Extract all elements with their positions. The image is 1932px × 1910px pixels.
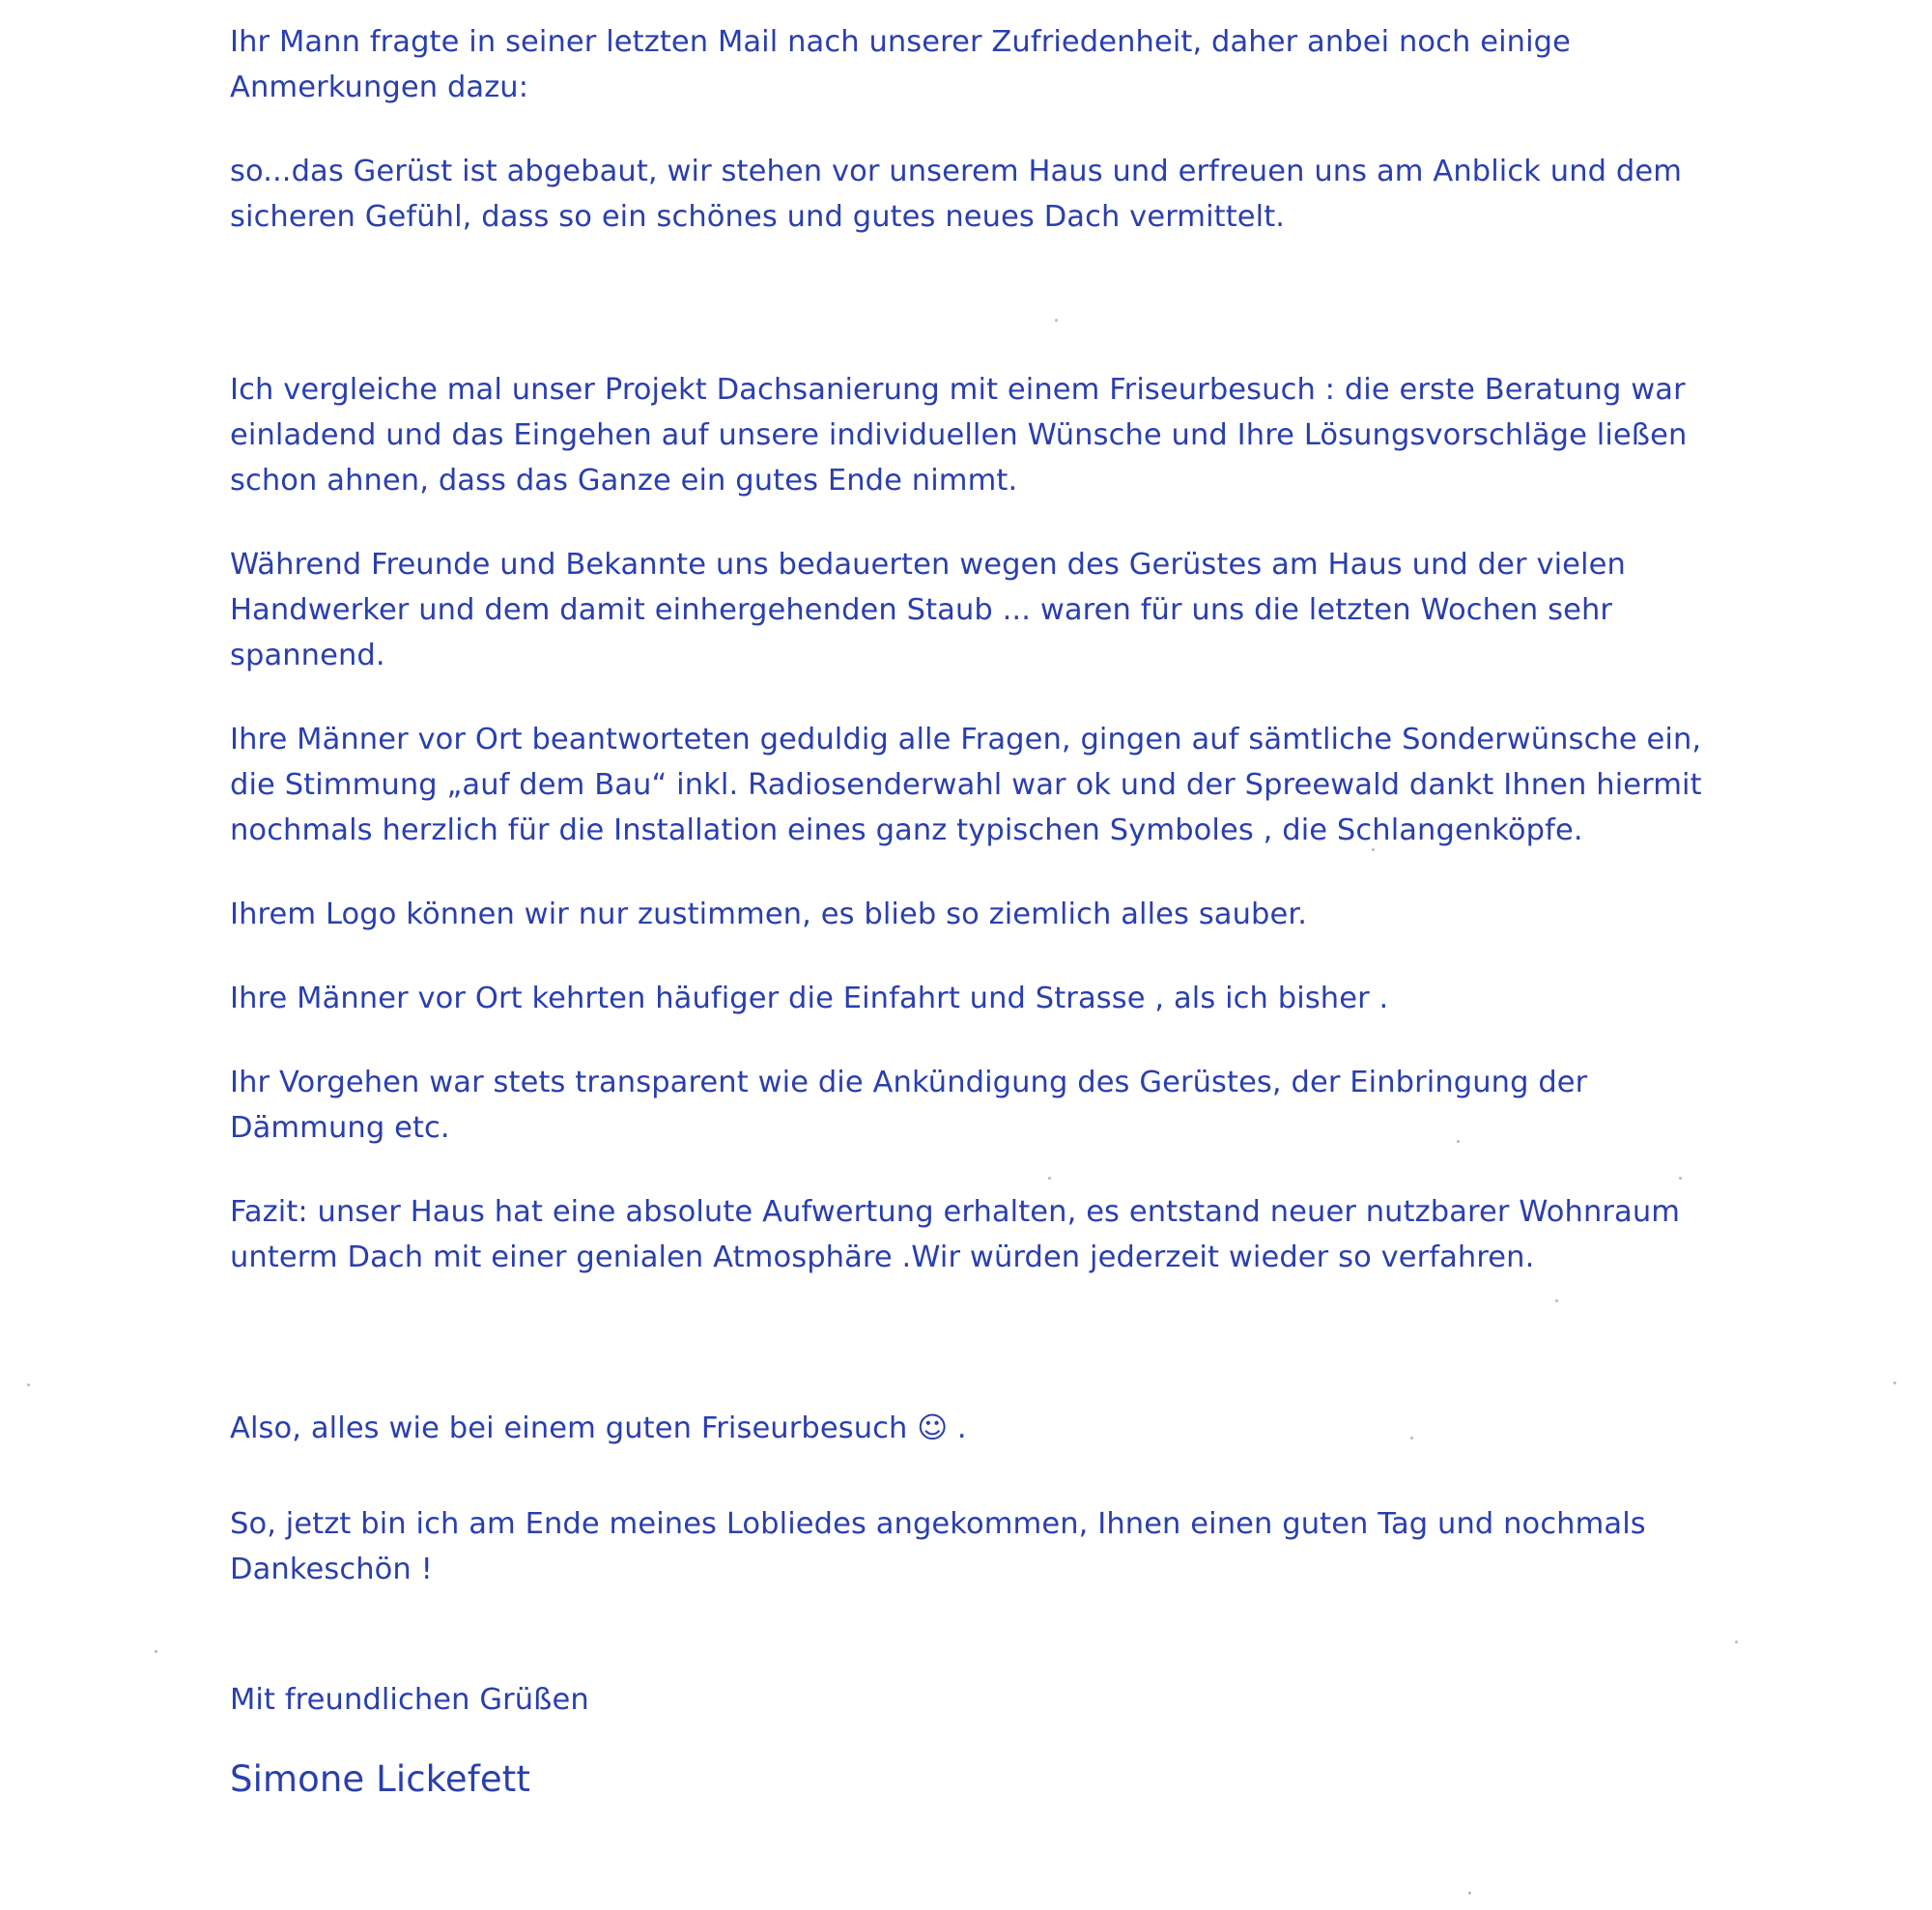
scan-speck (1372, 848, 1375, 851)
paragraph-conclusion: Fazit: unser Haus hat eine absolute Aufwertung erhalten, es entstand neuer nutzbarer Wohnraum unterm Dach mit einer genialen Atmosphäre .Wir würden jederzeit wieder so verfahren. (230, 1195, 1681, 1274)
scan-speck (1055, 319, 1058, 322)
paragraph-transparency: Ihr Vorgehen war stets transparent wie die Ankündigung des Gerüstes, der Einbringung der Dämmung etc. (230, 1066, 1588, 1145)
paragraph-summary: Also, alles wie bei einem guten Friseurbesuch ☺ . (230, 1411, 967, 1445)
scan-speck (1555, 1299, 1558, 1302)
paragraph-hairdresser-comparison: Ich vergleiche mal unser Projekt Dachsanierung mit einem Friseurbesuch : die erste Beratung war einladend und das Eingehen auf unsere individuellen Wünsche und Ihre Lösungsvorschläge ließen schon ahnen, dass das Ganze ein gutes Ende nimmt. (230, 373, 1688, 498)
scan-speck (27, 1383, 30, 1386)
paragraph-workers-onsite: Ihre Männer vor Ort beantworteten geduldig alle Fragen, gingen auf sämtliche Sonderwünsche ein, die Stimmung „auf dem Bau“ inkl. Radiosenderwahl war ok und der Spreewald dankt Ihnen hiermit nochmals herzlich für die Installation eines ganz typischen Symboles , die Schlangenköpfe. (230, 723, 1702, 847)
signature-name: Simone Lickefett (230, 1758, 530, 1800)
letter-body (230, 19, 1737, 1804)
scan-speck (1457, 1140, 1460, 1143)
scan-speck (1410, 1437, 1413, 1440)
greeting-closing: Mit freundlichen Grüßen (230, 1683, 589, 1717)
scan-speck (1048, 1177, 1051, 1180)
scan-speck (155, 1650, 157, 1653)
scan-speck (1468, 1892, 1471, 1895)
paragraph-closing-thanks: So, jetzt bin ich am Ende meines Lobliedes angekommen, Ihnen einen guten Tag und nochmals Dankeschön ! (230, 1507, 1646, 1586)
scan-speck (1893, 1382, 1896, 1384)
paragraph-scaffold-removed: so...das Gerüst ist abgebaut, wir stehen vor unserem Haus und erfreuen uns am Anblick und dem sicheren Gefühl, dass so ein schönes und gutes neues Dach vermittelt. (230, 155, 1683, 234)
paragraph-friends-pity: Während Freunde und Bekannte uns bedauerten wegen des Gerüstes am Haus und der vielen Handwerker und dem damit einhergehenden Staub ... waren für uns die letzten Wochen sehr spannend. (230, 548, 1626, 672)
scan-speck (1679, 1177, 1682, 1180)
paragraph-logo: Ihrem Logo können wir nur zustimmen, es blieb so ziemlich alles sauber. (230, 898, 1307, 931)
paragraph-intro: Ihr Mann fragte in seiner letzten Mail nach unserer Zufriedenheit, daher anbei noch einige Anmerkungen dazu: (230, 25, 1571, 104)
paragraph-sweeping: Ihre Männer vor Ort kehrten häufiger die Einfahrt und Strasse , als ich bisher . (230, 982, 1389, 1015)
scan-speck (1735, 1640, 1738, 1643)
